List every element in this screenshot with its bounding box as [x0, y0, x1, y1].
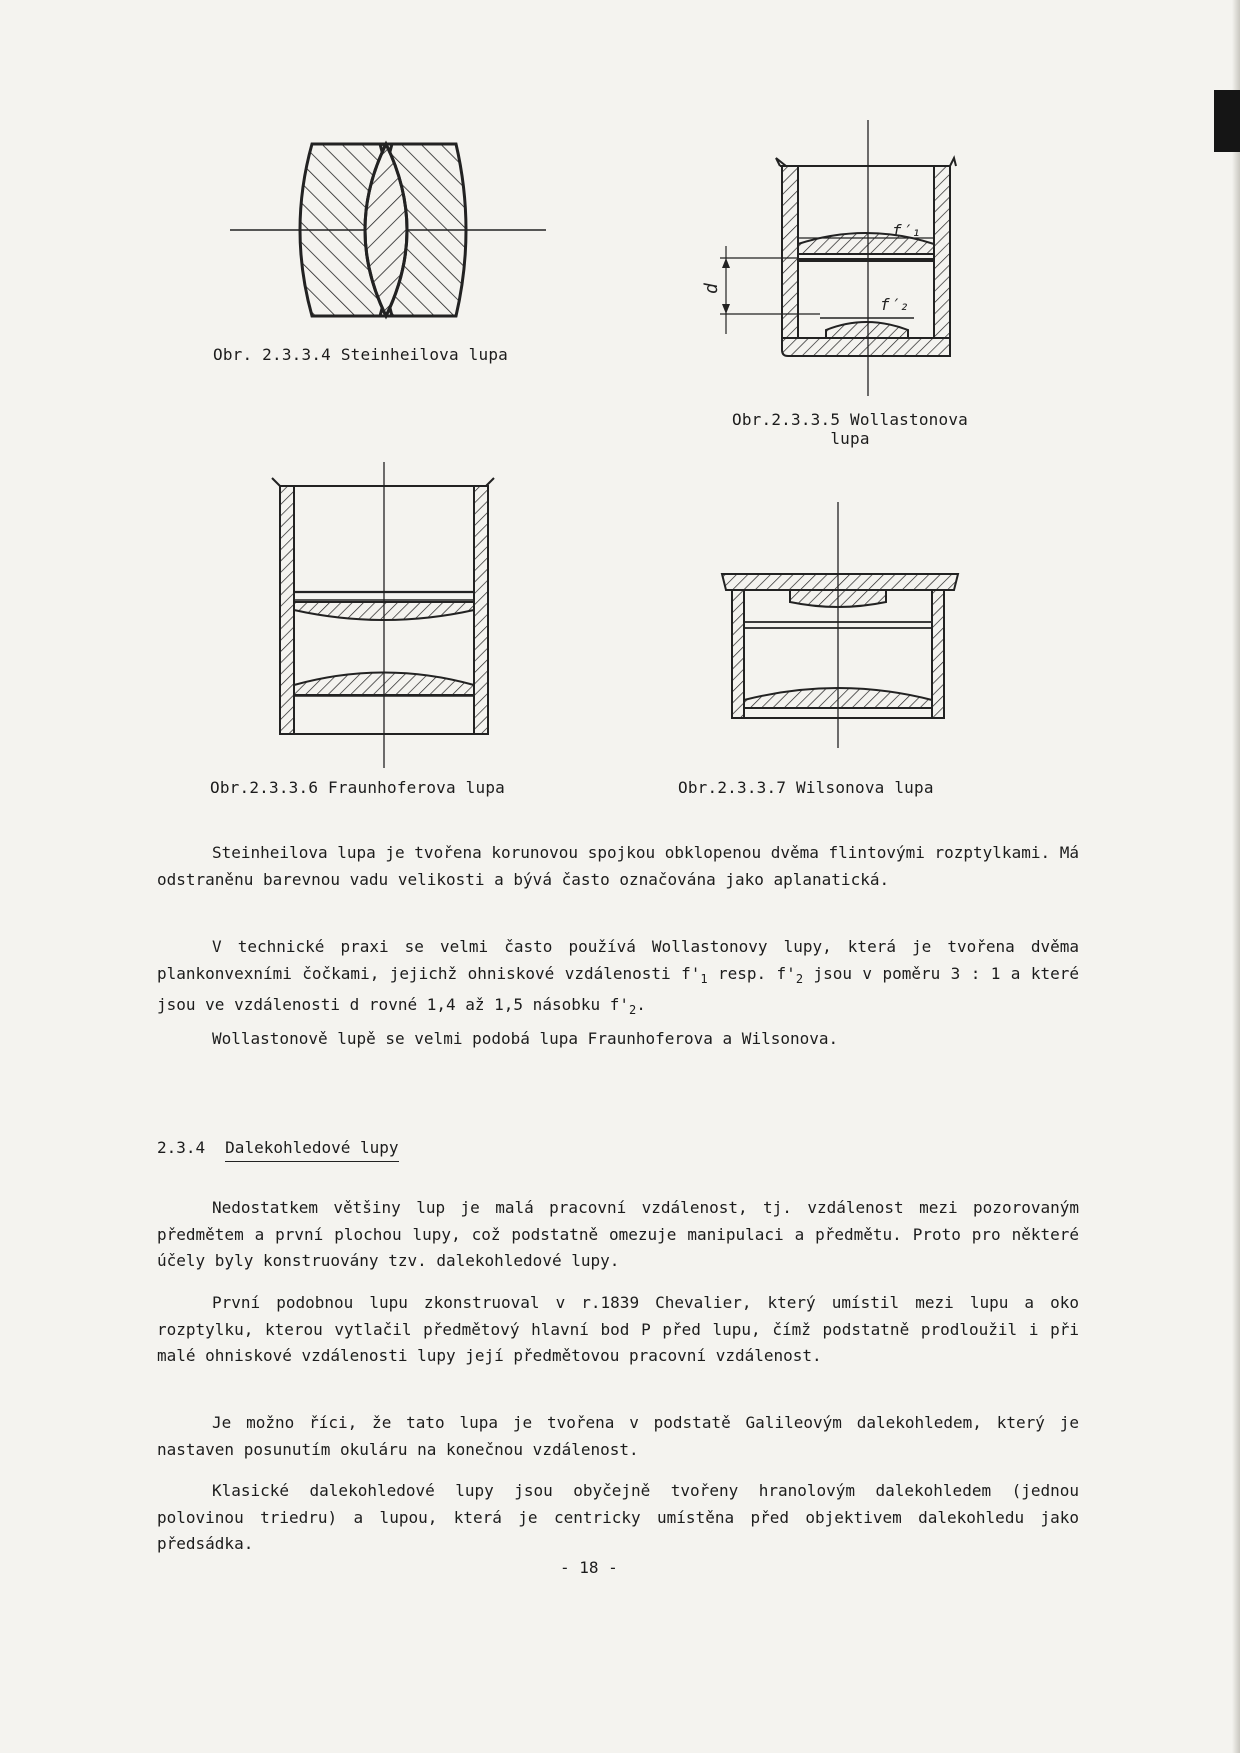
subscript-3: 2: [629, 1003, 637, 1018]
section-number: 2.3.4: [157, 1138, 206, 1157]
page-edge-shadow: [1232, 0, 1240, 1753]
caption-fig-2-3-3-5-line2: lupa: [830, 429, 870, 448]
label-d: d: [701, 283, 722, 294]
caption-fig-2-3-3-4: Obr. 2.3.3.4 Steinheilova lupa: [213, 345, 508, 364]
figure-steinheil-lens: [228, 130, 548, 330]
page-number: - 18 -: [560, 1558, 618, 1577]
paragraph-wollaston-text-a: V technické praxi se velmi často používá Wollastonovy lupy, která je tvořena dvěma plankonvexními čočkami, jejichž ohniskové vzdálenosti f': [157, 937, 1079, 983]
subscript-2: 2: [795, 971, 804, 986]
page-edge-mark: [1214, 90, 1240, 152]
paragraph-wollaston-text-b: resp. f': [707, 963, 796, 983]
caption-fig-2-3-3-6: Obr.2.3.3.6 Fraunhoferova lupa: [210, 778, 505, 797]
paragraph-classic-telescopic: Klasické dalekohledové lupy jsou obyčejně tvořeny hranolovým dalekohledem (jednou polovinou triedru) a lupou, která je centricky umístěna před objektivem dalekohledu jako předsádka.: [157, 1481, 1079, 1553]
section-title: Dalekohledové lupy: [225, 1138, 398, 1162]
figure-fraunhofer-lens: [268, 460, 498, 770]
section-heading: [157, 1138, 399, 1157]
label-f1: f′₁: [892, 221, 921, 240]
paragraph-fraunhofer-wilson: Wollastonově lupě se velmi podobá lupa Fraunhoferova a Wilsonova.: [212, 1029, 839, 1048]
caption-fig-2-3-3-5: [700, 410, 1000, 448]
paragraph-wollaston: [157, 934, 1079, 1024]
paragraph-wollaston-text-c: jsou v poměru 3 : 1 a které jsou ve vzdálenosti d rovné 1,4 až 1,5 násobku f': [157, 963, 1080, 1015]
paragraph-working-distance: Nedostatkem většiny lup je malá pracovní vzdálenost, tj. vzdálenost mezi pozorovaným předmětem a první plochou lupy, což podstatně omezuje manipulaci a předmětu. Proto pro některé účely byly konstruovány tzv. dalekohledové lupy.: [157, 1198, 1079, 1270]
label-f2: f′₂: [880, 295, 909, 314]
figure-wilson-lens: [720, 500, 960, 750]
paragraph-steinheil: Steinheilova lupa je tvořena korunovou spojkou obklopenou dvěma flintovými rozptylkami. Má odstraněnu barevnou vadu velikosti a bývá často označována jako aplanatická.: [157, 843, 1079, 889]
paragraph-wollaston-text-d: .: [636, 995, 646, 1015]
caption-fig-2-3-3-5-line1: Obr.2.3.3.5 Wollastonova: [732, 410, 968, 429]
caption-fig-2-3-3-7: Obr.2.3.3.7 Wilsonova lupa: [678, 778, 934, 797]
subscript-1: 1: [700, 971, 708, 986]
paragraph-galilean: Je možno říci, že tato lupa je tvořena v podstatě Galileovým dalekohledem, který je nastaven posunutím okuláru na konečnou vzdálenost.: [157, 1413, 1079, 1459]
figure-wollaston-lens: [700, 118, 960, 398]
paragraph-chevalier: První podobnou lupu zkonstruoval v r.1839 Chevalier, který umístil mezi lupu a oko rozptylku, kterou vytlačil předmětový hlavní bod P před lupu, čímž podstatně prodloužil i při malé ohniskové vzdálenosti lupy její předmětovou pracovní vzdálenost.: [157, 1293, 1079, 1365]
